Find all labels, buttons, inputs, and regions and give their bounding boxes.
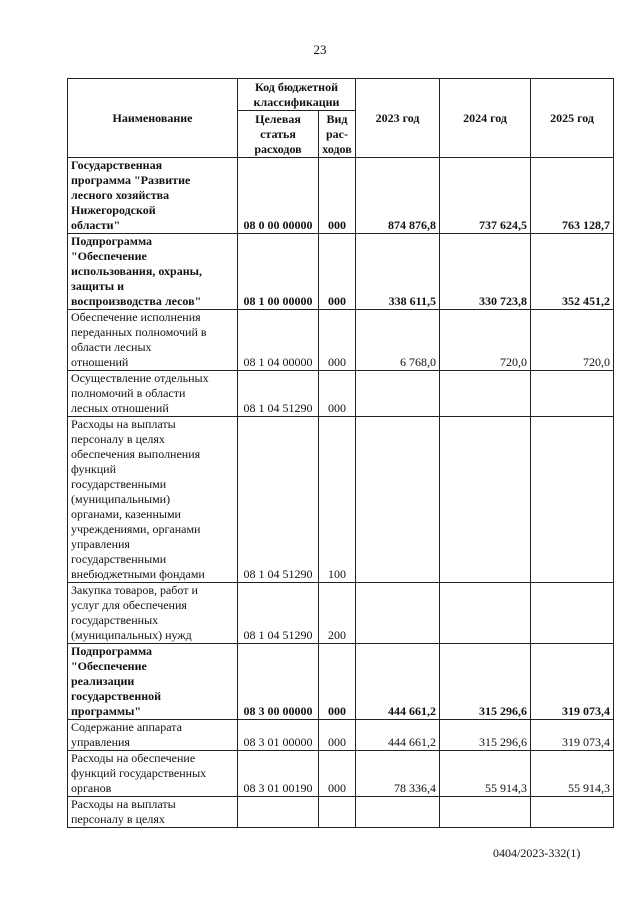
- row-amount-2023: 338 611,5: [356, 234, 440, 310]
- row-amount-2025: 55 914,3: [531, 751, 614, 797]
- row-target-article: 08 1 04 51290: [238, 417, 319, 583]
- row-target-article: 08 3 01 00000: [238, 720, 319, 751]
- row-amount-2023: 6 768,0: [356, 310, 440, 371]
- row-amount-2025: [531, 583, 614, 644]
- table-row: [68, 234, 614, 310]
- table-row: [68, 797, 614, 828]
- row-target-article: 08 0 00 00000: [238, 158, 319, 234]
- row-amount-2023: 444 661,2: [356, 720, 440, 751]
- row-name: Расходы на выплаты персоналу в целях обеспечения выполнения функций государственными (муниципальными) органами, казенными учреждениями, органами управления государственными внебюджетными фондами: [68, 417, 238, 583]
- row-name: Государственная программа "Развитие лесного хозяйства Нижегородской области": [68, 158, 238, 234]
- row-target-article: [238, 797, 319, 828]
- table-row: [68, 158, 614, 234]
- table-row: [68, 644, 614, 720]
- row-expense-type: 000: [319, 751, 356, 797]
- row-target-article: 08 3 00 00000: [238, 644, 319, 720]
- row-amount-2025: 720,0: [531, 310, 614, 371]
- row-amount-2024: 737 624,5: [440, 158, 531, 234]
- row-name: Подпрограмма "Обеспечение использования, охраны, защиты и воспроизводства лесов": [68, 234, 238, 310]
- row-amount-2025: [531, 417, 614, 583]
- row-name: Обеспечение исполнения переданных полномочий в области лесных отношений: [68, 310, 238, 371]
- row-amount-2024: 315 296,6: [440, 644, 531, 720]
- row-amount-2025: 319 073,4: [531, 720, 614, 751]
- row-amount-2025: [531, 371, 614, 417]
- table-row: [68, 417, 614, 583]
- row-amount-2024: 55 914,3: [440, 751, 531, 797]
- row-amount-2023: [356, 371, 440, 417]
- table-row: [68, 583, 614, 644]
- row-name: Закупка товаров, работ и услуг для обеспечения государственных (муниципальных) нужд: [68, 583, 238, 644]
- row-amount-2023: [356, 797, 440, 828]
- header-year-2025: 2025 год: [531, 79, 614, 158]
- row-expense-type: 100: [319, 417, 356, 583]
- row-expense-type: 200: [319, 583, 356, 644]
- row-expense-type: 000: [319, 234, 356, 310]
- row-name: Подпрограмма "Обеспечение реализации государственной программы": [68, 644, 238, 720]
- header-budget-code: Код бюджетной классификации: [238, 79, 356, 111]
- header-year-2024: 2024 год: [440, 79, 531, 158]
- row-amount-2025: 352 451,2: [531, 234, 614, 310]
- page-number: 23: [313, 42, 327, 57]
- table-row: [68, 371, 614, 417]
- row-amount-2024: 315 296,6: [440, 720, 531, 751]
- header-year-2023: 2023 год: [356, 79, 440, 158]
- row-expense-type: 000: [319, 644, 356, 720]
- row-amount-2025: 319 073,4: [531, 644, 614, 720]
- table-row: [68, 751, 614, 797]
- row-name: Расходы на обеспечение функций государственных органов: [68, 751, 238, 797]
- row-amount-2024: [440, 371, 531, 417]
- row-target-article: 08 3 01 00190: [238, 751, 319, 797]
- row-name: Расходы на выплаты персоналу в целях: [68, 797, 238, 828]
- header-name: Наименование: [68, 79, 238, 158]
- row-expense-type: 000: [319, 158, 356, 234]
- row-amount-2023: [356, 583, 440, 644]
- table-row: [68, 720, 614, 751]
- row-amount-2023: 78 336,4: [356, 751, 440, 797]
- row-amount-2024: [440, 583, 531, 644]
- budget-table: [67, 78, 614, 828]
- row-expense-type: [319, 797, 356, 828]
- header-expense-type: Вид рас- ходов: [319, 111, 356, 158]
- row-expense-type: 000: [319, 720, 356, 751]
- row-amount-2024: 330 723,8: [440, 234, 531, 310]
- row-amount-2023: 874 876,8: [356, 158, 440, 234]
- row-amount-2025: [531, 797, 614, 828]
- row-amount-2025: 763 128,7: [531, 158, 614, 234]
- row-name: Содержание аппарата управления: [68, 720, 238, 751]
- row-target-article: 08 1 04 00000: [238, 310, 319, 371]
- row-target-article: 08 1 04 51290: [238, 371, 319, 417]
- row-amount-2023: 444 661,2: [356, 644, 440, 720]
- row-expense-type: 000: [319, 371, 356, 417]
- header-target-article: Целевая статья расходов: [238, 111, 319, 158]
- document-code: 0404/2023-332(1): [493, 846, 581, 860]
- row-amount-2024: [440, 797, 531, 828]
- row-amount-2024: 720,0: [440, 310, 531, 371]
- table-row: [68, 310, 614, 371]
- row-amount-2023: [356, 417, 440, 583]
- row-target-article: 08 1 04 51290: [238, 583, 319, 644]
- row-name: Осуществление отдельных полномочий в области лесных отношений: [68, 371, 238, 417]
- row-target-article: 08 1 00 00000: [238, 234, 319, 310]
- row-amount-2024: [440, 417, 531, 583]
- row-expense-type: 000: [319, 310, 356, 371]
